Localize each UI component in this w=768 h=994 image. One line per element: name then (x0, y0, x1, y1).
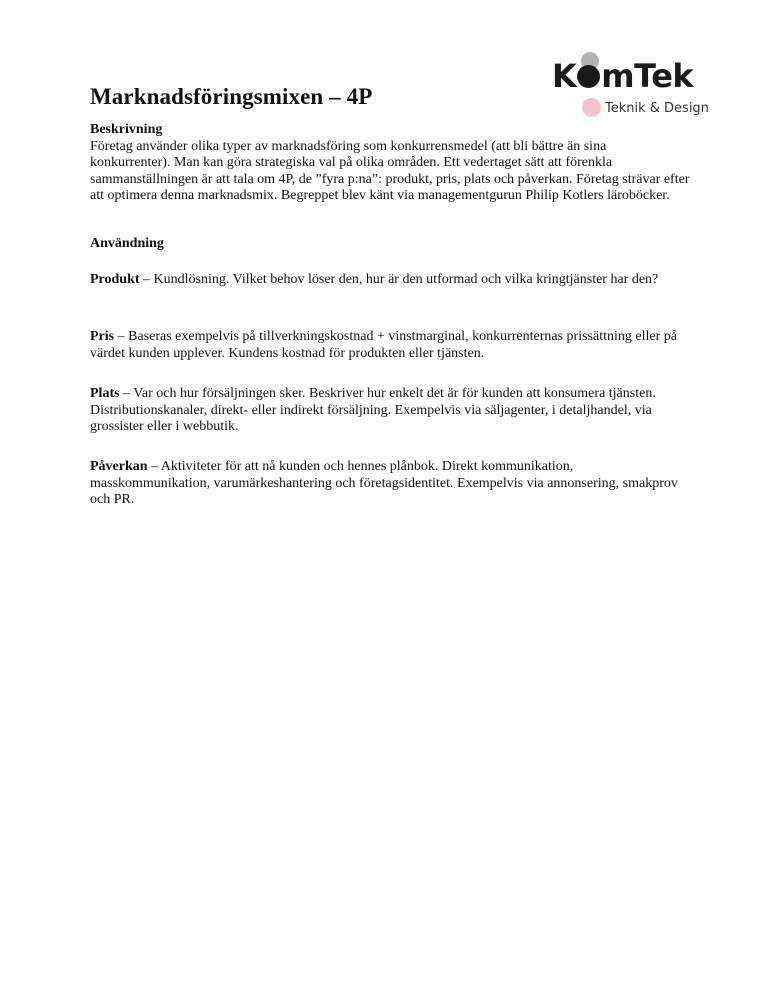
usage-text: – Kundlösning. Vilket behov löser den, hur är den utformad och vilka kringtjänster har den? (139, 272, 659, 287)
page-title: Marknadsföringsmixen – 4P (90, 84, 373, 109)
logo-wordmark: K mTek (552, 57, 694, 95)
usage-term: Pris (90, 329, 115, 344)
description-section (90, 122, 690, 205)
description-text: Företag använder olika typer av marknadsföring som konkurrensmedel (att bli bättre än sina konkurrenter). Man kan göra strategiska val på olika områden. Ett vedertaget sätt att förenkla sammanställningen är att tala om 4P, de ”fyra p:na”: produkt, pris, plats och påverkan. Företag strävar efter att optimera denna marknadsmix. Begreppet blev känt via managementgurun Philip Kotlers läroböcker. (90, 138, 690, 203)
usage-text: – Aktiviteter för att nå kunden och hennes plånbok. Direkt kommunikation, masskommunikation, varumärkeshantering och företagsidentitet. Exempelvis via annonsering, smakprov och PR. (90, 459, 678, 507)
usage-item-produkt (90, 272, 690, 289)
usage-term: Påverkan (90, 459, 148, 474)
usage-section (90, 236, 690, 253)
description-heading: Beskrivning (90, 122, 163, 137)
usage-text: – Var och hur försäljningen sker. Beskriver hur enkelt det är för kunden att konsumera tjänsten. Distributionskanaler, direkt- eller indirekt försäljning. Exempelvis via säljagenter, i detaljhandel, via grossister eller i webbutik. (90, 386, 656, 434)
usage-text: – Baseras exempelvis på tillverkningskostnad + vinstmarginal, konkurrenternas prissättning eller på värdet kunden upplever. Kundens kostnad för produkten eller tjänsten. (90, 329, 677, 361)
usage-item-paverkan (90, 459, 690, 509)
usage-item-plats (90, 386, 690, 436)
komtek-logo (550, 50, 709, 126)
usage-heading: Användning (90, 236, 164, 251)
logo-o-circle (577, 65, 600, 88)
usage-term: Plats (90, 386, 120, 401)
logo-pink-dot (582, 98, 601, 117)
logo-subtitle: Teknik & Design (605, 101, 709, 116)
usage-term: Produkt (90, 272, 140, 287)
usage-item-pris (90, 329, 690, 362)
